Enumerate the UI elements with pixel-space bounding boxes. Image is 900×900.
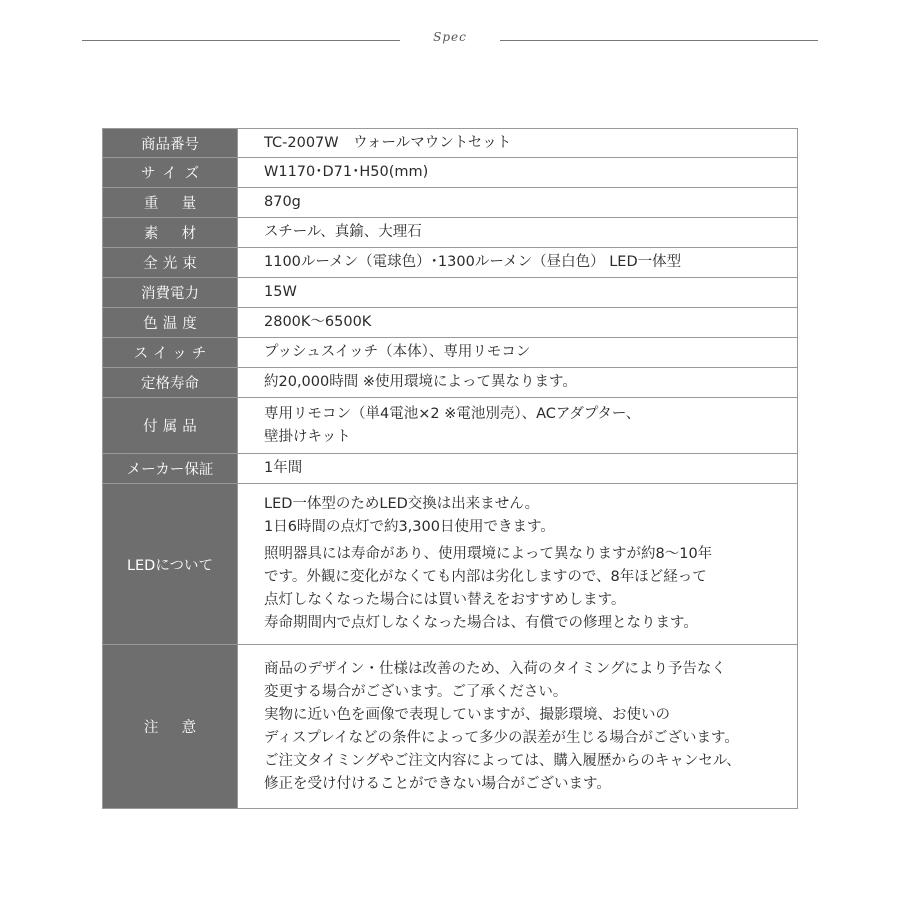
- spec-value-line: 約20,000時間 ※使用環境によって異なります。: [264, 374, 577, 390]
- spec-value-line: ご注文タイミングやご注文内容によっては、購入履歴からのキャンセル、: [264, 752, 741, 769]
- spec-value: [238, 368, 798, 398]
- spec-row-rated-life: [103, 368, 798, 398]
- spec-value: [238, 645, 798, 809]
- spec-value-line: W1170･D71･H50(mm): [264, 164, 429, 180]
- spec-value: [238, 454, 798, 484]
- spec-value-line: 実物に近い色を画像で表現していますが、撮影環境、お使いの: [264, 706, 670, 723]
- spec-value-line: 壁掛けキット: [264, 428, 351, 445]
- spec-value-line: プッシュスイッチ（本体）、専用リモコン: [264, 344, 531, 360]
- spec-row-color-temperature: [103, 308, 798, 338]
- spec-value-line: 870g: [264, 194, 301, 210]
- spec-value-line: 変更する場合がございます。ご了承ください。: [264, 683, 568, 700]
- spec-table: [102, 128, 798, 809]
- spec-value: [238, 398, 798, 454]
- spec-row-material: [103, 218, 798, 248]
- spec-value: [238, 248, 798, 278]
- spec-value: [238, 308, 798, 338]
- spec-value-line: 1年間: [264, 460, 303, 476]
- spec-value-line: 寿命期間内で点灯しなくなった場合は、有償での修理となります。: [264, 615, 698, 631]
- spec-value-line: 点灯しなくなった場合には買い替えをおすすめします。: [264, 592, 626, 608]
- spec-row-product-number: [103, 129, 798, 158]
- spec-key: 消費電力: [103, 278, 238, 308]
- spec-value-line: 修正を受け付けることができない場合がございます。: [264, 775, 611, 792]
- spec-row-luminous-flux: [103, 248, 798, 278]
- spec-row-notice: [103, 645, 798, 809]
- spec-value-line: LED一体型のためLED交換は出来ません。: [264, 496, 540, 512]
- spec-key: 商品番号: [103, 129, 238, 158]
- spec-value-line: TC-2007W ウォールマウントセット: [264, 134, 512, 151]
- spec-key: メーカー保証: [103, 454, 238, 484]
- spec-row-weight: [103, 188, 798, 218]
- spec-key: サイズ: [103, 158, 238, 188]
- spec-value: [238, 278, 798, 308]
- spec-key: 注意: [103, 645, 238, 809]
- spec-key: 付属品: [103, 398, 238, 454]
- spec-value-line: 1日6時間の点灯で約3,300日使用できます。: [264, 519, 555, 535]
- spec-value-line: 商品のデザイン・仕様は改善のため、入荷のタイミングにより予告なく: [264, 660, 726, 677]
- spec-value-line: 2800K～6500K: [264, 314, 372, 330]
- spec-row-accessories: [103, 398, 798, 454]
- spec-key: 色温度: [103, 308, 238, 338]
- spec-value: [238, 158, 798, 188]
- spec-value-line: です。外観に変化がなくても内部は劣化しますので、8年ほど経って: [264, 569, 707, 585]
- spec-row-switch: [103, 338, 798, 368]
- header-divider-left: [82, 40, 400, 41]
- spec-key: 素材: [103, 218, 238, 248]
- spec-value: [238, 338, 798, 368]
- spec-value-line: 15W: [264, 284, 297, 300]
- spec-value-line: ディスプレイなどの条件によって多少の誤差が生じる場合がございます。: [264, 729, 739, 746]
- spec-value-line: 照明器具には寿命があり、使用環境によって異なりますが約8～10年: [264, 546, 713, 562]
- section-title: Spec: [433, 30, 467, 44]
- spec-key: 定格寿命: [103, 368, 238, 398]
- spec-row-power: [103, 278, 798, 308]
- spec-row-size: [103, 158, 798, 188]
- spec-key: スイッチ: [103, 338, 238, 368]
- spec-key: 重量: [103, 188, 238, 218]
- spec-row-led-info: [103, 484, 798, 645]
- header-divider-right: [500, 40, 818, 41]
- spec-value: [238, 129, 798, 158]
- spec-value: [238, 484, 798, 645]
- spec-value-line: スチール、真鍮、大理石: [264, 224, 422, 240]
- spec-value-line: 専用リモコン（単4電池×2 ※電池別売）、ACアダプター、: [264, 405, 641, 422]
- spec-value: [238, 188, 798, 218]
- spec-row-warranty: [103, 454, 798, 484]
- spec-value: [238, 218, 798, 248]
- spec-key: LEDについて: [103, 484, 238, 645]
- spec-key: 全光束: [103, 248, 238, 278]
- spec-value-line: 1100ルーメン（電球色）･1300ルーメン（昼白色） LED一体型: [264, 254, 682, 270]
